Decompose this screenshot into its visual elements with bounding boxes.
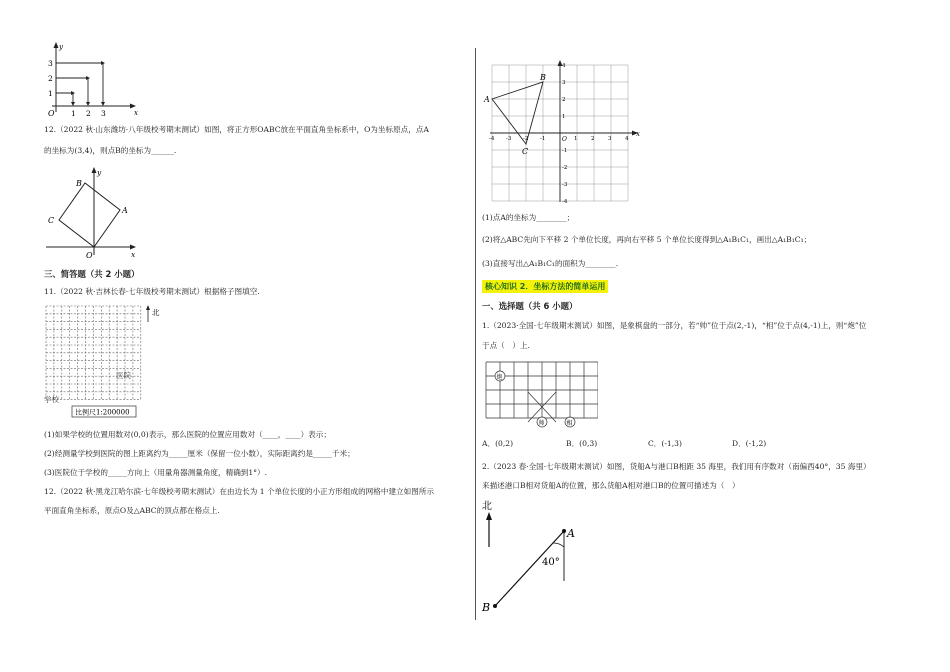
question-1-line2: 于点（ ）上. <box>482 341 530 350</box>
pao-piece: 炮 <box>496 374 503 381</box>
x-tick-2: 2 <box>86 109 91 118</box>
xiang-piece: 相 <box>566 420 573 427</box>
y-tick-2: 2 <box>48 74 53 83</box>
point-a-label: A <box>122 206 128 215</box>
origin-label: O <box>48 109 55 118</box>
question-11-part3: (3)医院位于学校的_____方向上（用量角器测量角度，精确到1°）. <box>44 468 268 477</box>
question-12b-line1: 12.（2022 秋·黑龙江哈尔滨·七年级校考期末测试）在由边长为 1 个单位长度的小正方形组成的网格中建立如图所示 <box>44 487 435 496</box>
option-a[interactable]: A．(0,2) <box>482 439 514 448</box>
y-axis-label: y <box>59 43 63 51</box>
option-c[interactable]: C．(-1,3) <box>648 439 682 448</box>
scale-label: 比例尺1:200000 <box>75 408 130 417</box>
x-tick-label: 1 <box>574 136 578 142</box>
y-tick-label: 4 <box>562 63 566 69</box>
shuai-piece: 帅 <box>538 420 545 427</box>
y-axis-label: y <box>97 168 102 177</box>
option-b[interactable]: B．(0,3) <box>566 439 598 448</box>
staircase-coordinate-figure <box>40 40 140 118</box>
y-tick-3: 3 <box>48 59 53 68</box>
question-12b-part2: (2)将△ABC先向下平移 2 个单位长度，再向右平移 5 个单位长度得到△A₁B₁C₁，画出△A₁B₁C₁； <box>482 235 812 244</box>
x-tick-label: -3 <box>506 136 512 142</box>
chessboard-figure <box>482 360 598 434</box>
section-3-heading: 三、简答题（共 2 小题） <box>44 269 140 279</box>
point-b-label: B <box>482 601 491 614</box>
question-12b-part1: (1)点A的坐标为________； <box>482 213 575 222</box>
triangle-abc-grid-figure <box>482 58 642 206</box>
point-b-label: B <box>76 179 82 188</box>
question-12b-part3: (3)直接写出△A₁B₁C₁的面积为________. <box>482 259 619 268</box>
question-11-title: 11.（2022 秋·吉林长春·七年级校考期末测试）根据格子图填空. <box>44 287 260 296</box>
x-tick-label: -2 <box>523 136 529 142</box>
north-label: 北 <box>152 308 160 317</box>
ship-port-figure <box>480 497 590 617</box>
section-1-heading: 一、选择题（共 6 小题） <box>482 301 578 311</box>
y-tick-label: -3 <box>562 182 568 188</box>
school-hospital-grid-map <box>44 304 184 420</box>
square-oabc-figure <box>44 165 144 263</box>
question-11-part2: (2)经测量学校到医院的图上距离约为_____厘米（保留一位小数），实际距离约是_____千米； <box>44 449 355 458</box>
point-c-label: C <box>522 147 529 156</box>
y-tick-label: 2 <box>562 97 566 103</box>
question-12b-line2: 平面直角坐标系，原点O及△ABC的顶点都在格点上. <box>44 506 220 515</box>
question-1-line1: 1.（2023·全国·七年级期末测试）如图，是象棋盘的一部分，若“帅”位于点(2,-1)，“相”位于点(4,-1)上，则“炮”位 <box>482 321 867 330</box>
x-tick-label: -4 <box>489 136 495 142</box>
y-tick-label: -4 <box>562 199 568 205</box>
point-c-label: C <box>48 216 55 225</box>
x-tick-label: 3 <box>608 136 612 142</box>
school-label: 学校 <box>44 395 59 404</box>
y-tick-label: 1 <box>562 114 566 120</box>
question-2-line2: 来描述港口B相对货船A的位置，那么货船A相对港口B的位置可描述为（ ） <box>482 481 740 490</box>
x-tick-label: 4 <box>625 136 629 142</box>
x-axis-label: x <box>134 109 138 117</box>
question-12a-line2: 的坐标为(3,4)，则点B的坐标为______. <box>44 146 177 155</box>
x-tick-3: 3 <box>101 109 106 118</box>
question-12a-line1: 12.（2022 秋·山东潍坊·八年级校考期末测试）如图，将正方形OABC放在平面直角坐标系中，O为坐标原点，点A <box>44 125 429 134</box>
y-tick-label: -1 <box>562 148 568 154</box>
core-knowledge-2-heading: 核心知识 2．坐标方法的简单运用 <box>482 280 608 293</box>
x-tick-label: -1 <box>540 136 546 142</box>
x-tick-1: 1 <box>71 109 76 118</box>
origin-label: O <box>86 251 93 260</box>
x-axis-label: x <box>636 130 640 138</box>
point-a-label: A <box>567 527 575 540</box>
question-11-part1: (1)如果学校的位置用数对(0,0)表示，那么医院的位置应用数对（____，____）表示； <box>44 430 331 439</box>
angle-label: 40° <box>542 557 560 568</box>
y-tick-label: -2 <box>562 165 568 171</box>
question-2-line1: 2.（2023 春·全国·七年级期末测试）如图，货船A与港口B相距 35 海里，我们用有序数对（南偏西40°，35 海里） <box>482 462 871 471</box>
x-tick-label: 2 <box>591 136 595 142</box>
y-tick-label: 3 <box>562 80 566 86</box>
y-tick-1: 1 <box>48 89 53 98</box>
point-a-label: A <box>484 95 490 104</box>
origin-label: O <box>562 136 567 143</box>
north-label: 北 <box>482 501 492 512</box>
column-divider <box>475 48 476 620</box>
hospital-label: 医院 <box>116 371 131 380</box>
option-d[interactable]: D．(-1,2) <box>732 439 767 448</box>
point-b-label: B <box>540 73 546 82</box>
x-axis-label: x <box>131 250 136 259</box>
